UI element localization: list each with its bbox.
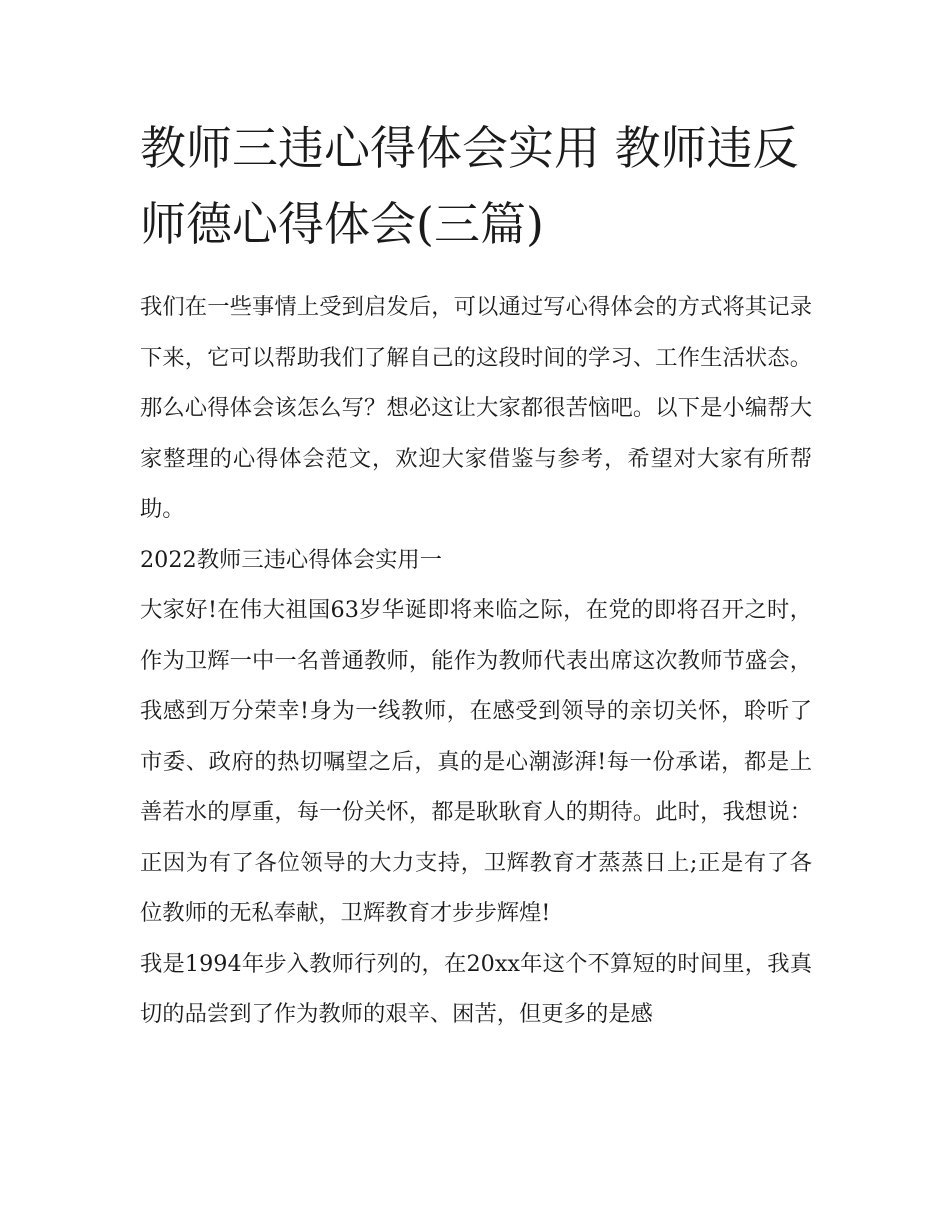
section-heading: 2022教师三违心得体会实用一 [140, 546, 443, 573]
body-paragraph-1: 大家好!在伟大祖国63岁华诞即将来临之际，在党的即将召开之时，作为卫辉一中一名普通教师，能作为教师代表出席这次教师节盛会，我感到万分荣幸!身为一线教师，在感受到领导的亲切关怀，聆听了市委、政府的热切嘱望之后，真的是心潮澎湃!每一份承诺，都是上善若水的厚重，每一份关怀，都是耿耿育人的期待。此时，我想说：正因为有了各位领导的大力支持，卫辉教育才蒸蒸日上;正是有了各位教师的无私奉献，卫辉教育才步步辉煌! [140, 597, 812, 926]
document-title: 教师三违心得体会实用 教师违反师德心得体会(三篇) [140, 121, 799, 251]
intro-paragraph: 我们在一些事情上受到启发后，可以通过写心得体会的方式将其记录下来，它可以帮助我们了解自己的这段时间的学习、工作生活状态。那么心得体会该怎么写？想必这让大家都很苦恼吧。以下是小编帮大家整理的心得体会范文，欢迎大家借鉴与参考，希望对大家有所帮助。 [140, 294, 812, 522]
document-page [140, 110, 812, 1040]
body-paragraph-2: 我是1994年步入教师行列的，在20xx年这个不算短的时间里，我真切的品尝到了作为教师的艰辛、困苦，但更多的是感 [140, 950, 812, 1027]
